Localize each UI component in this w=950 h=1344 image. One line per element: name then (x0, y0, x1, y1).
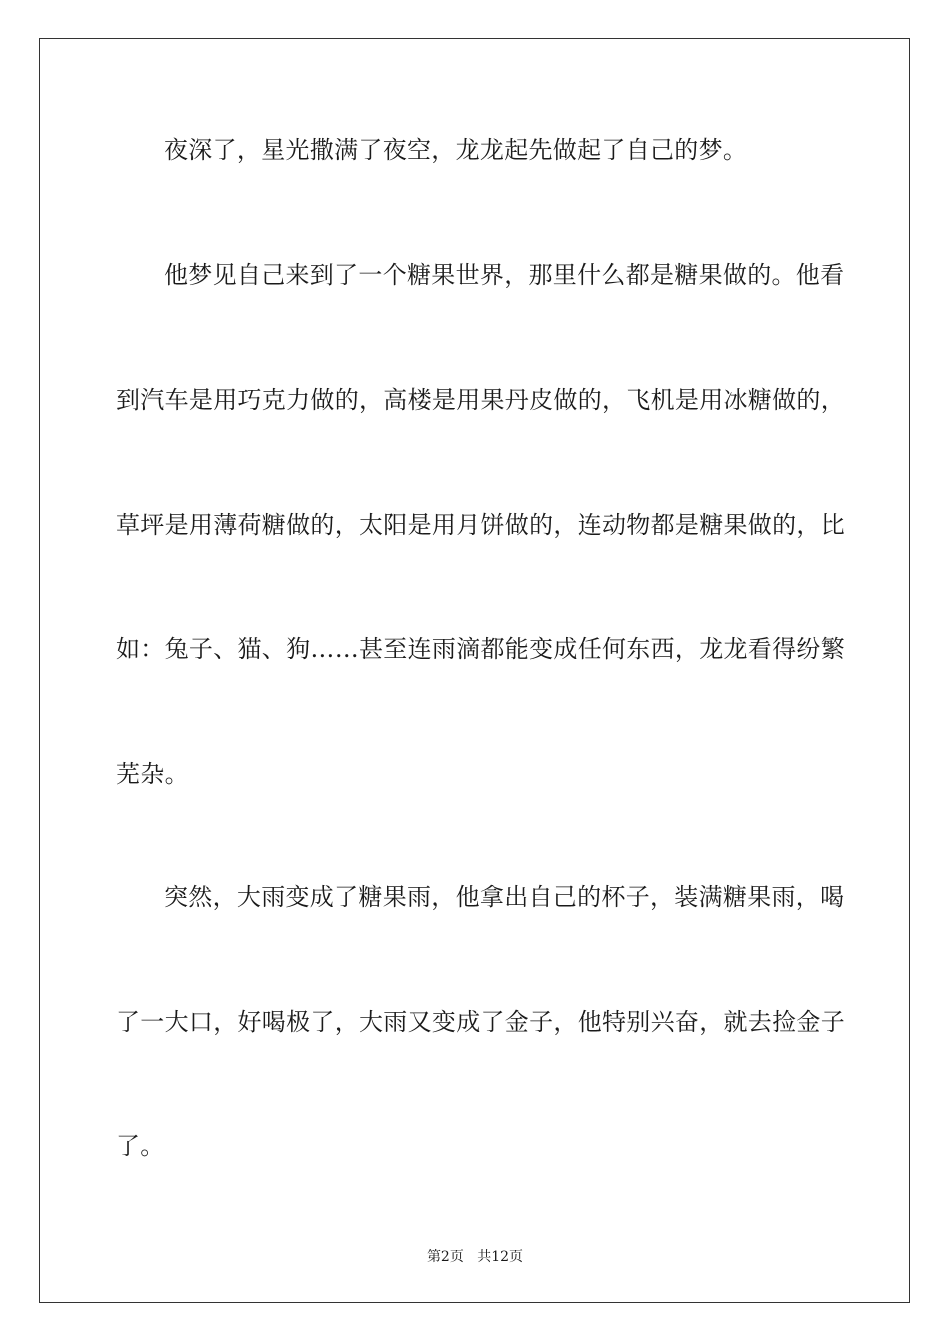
paragraph-line: 了。 (116, 1132, 165, 1160)
paragraph-line: 夜深了，星光撒满了夜空，龙龙起先做起了自己的梦。 (164, 136, 748, 164)
page-footer (0, 1246, 950, 1266)
paragraph-line: 突然，大雨变成了糖果雨，他拿出自己的杯子，装满糖果雨，喝 (164, 883, 845, 911)
paragraph-line: 如：兔子、猫、狗……甚至连雨滴都能变成任何东西，龙龙看得纷繁 (116, 635, 845, 663)
page-border (39, 38, 910, 1303)
page-number: 第2页 (426, 1249, 464, 1265)
page-total: 共12页 (477, 1249, 524, 1265)
paragraph-line: 芜杂。 (116, 760, 189, 788)
paragraph-line: 草坪是用薄荷糖做的，太阳是用月饼做的，连动物都是糖果做的，比 (116, 511, 845, 539)
paragraph-line: 到汽车是用巧克力做的，高楼是用果丹皮做的，飞机是用冰糖做的， (116, 386, 845, 414)
paragraph-line: 他梦见自己来到了一个糖果世界，那里什么都是糖果做的。他看 (164, 261, 845, 289)
paragraph-line: 了一大口，好喝极了，大雨又变成了金子，他特别兴奋，就去捡金子 (116, 1008, 845, 1036)
